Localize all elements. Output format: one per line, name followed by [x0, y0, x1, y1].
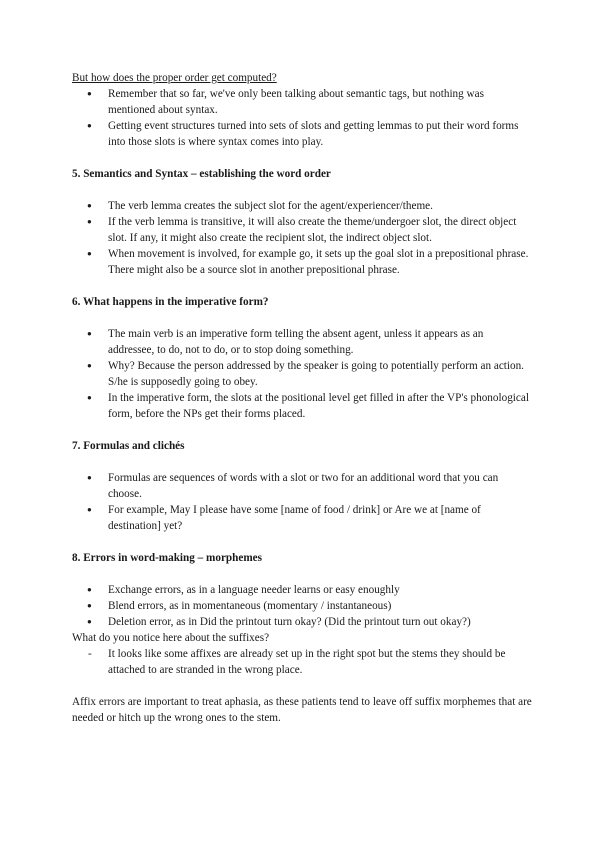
section-6-heading: 6. What happens in the imperative form? [72, 296, 269, 308]
section-8-dash-list [72, 646, 532, 678]
document-page [72, 70, 532, 726]
list-item: - It looks like some affixes are already set up in the right spot but the stems they should be attached to are stranded in the wrong place. [72, 646, 532, 678]
section-8-question: What do you notice here about the suffixes? [72, 632, 270, 644]
section-7-bullet-list [72, 470, 532, 534]
section-7-heading: 7. Formulas and clichés [72, 440, 185, 452]
list-item: ● Deletion error, as in Did the printout turn okay? (Did the printout turn out okay?) [72, 614, 532, 630]
list-item: ● Why? Because the person addressed by the speaker is going to potentially perform an action. S/he is supposedly going to obey. [72, 358, 532, 390]
section-8-heading: 8. Errors in word-making – morphemes [72, 552, 262, 564]
list-item: ● Remember that so far, we've only been talking about semantic tags, but nothing was mentioned about syntax. [72, 86, 532, 118]
section-5-bullet-list [72, 198, 532, 278]
list-item: ● When movement is involved, for example go, it sets up the goal slot in a prepositional phrase. There might also be a source slot in another prepositional phrase. [72, 246, 532, 278]
list-item: ● For example, May I please have some [name of food / drink] or Are we at [name of destination] yet? [72, 502, 532, 534]
list-item: ● The main verb is an imperative form telling the absent agent, unless it appears as an addressee, to do, not to do, or to stop doing something. [72, 326, 532, 358]
section-5-heading: 5. Semantics and Syntax – establishing the word order [72, 168, 331, 180]
section-6-bullet-list [72, 326, 532, 422]
intro-title: But how does the proper order get computed? [72, 72, 277, 84]
list-item: ● Formulas are sequences of words with a slot or two for an additional word that you can choose. [72, 470, 532, 502]
list-item: ● Blend errors, as in momentaneous (momentary / instantaneous) [72, 598, 532, 614]
section-8-bullet-list [72, 582, 532, 630]
list-item: ● In the imperative form, the slots at the positional level get filled in after the VP's phonological form, before the NPs get their forms placed. [72, 390, 532, 422]
list-item: ● If the verb lemma is transitive, it will also create the theme/undergoer slot, the direct object slot. If any, it might also create the recipient slot, the indirect object slot. [72, 214, 532, 246]
list-item: ● The verb lemma creates the subject slot for the agent/experiencer/theme. [72, 198, 532, 214]
intro-bullet-list [72, 86, 532, 150]
list-item: ● Getting event structures turned into sets of slots and getting lemmas to put their word forms into those slots is where syntax comes into play. [72, 118, 532, 150]
list-item: ● Exchange errors, as in a language needer learns or easy enoughly [72, 582, 532, 598]
closing-paragraph: Affix errors are important to treat aphasia, as these patients tend to leave off suffix morphemes that are needed or hitch up the wrong ones to the stem. [72, 696, 532, 724]
